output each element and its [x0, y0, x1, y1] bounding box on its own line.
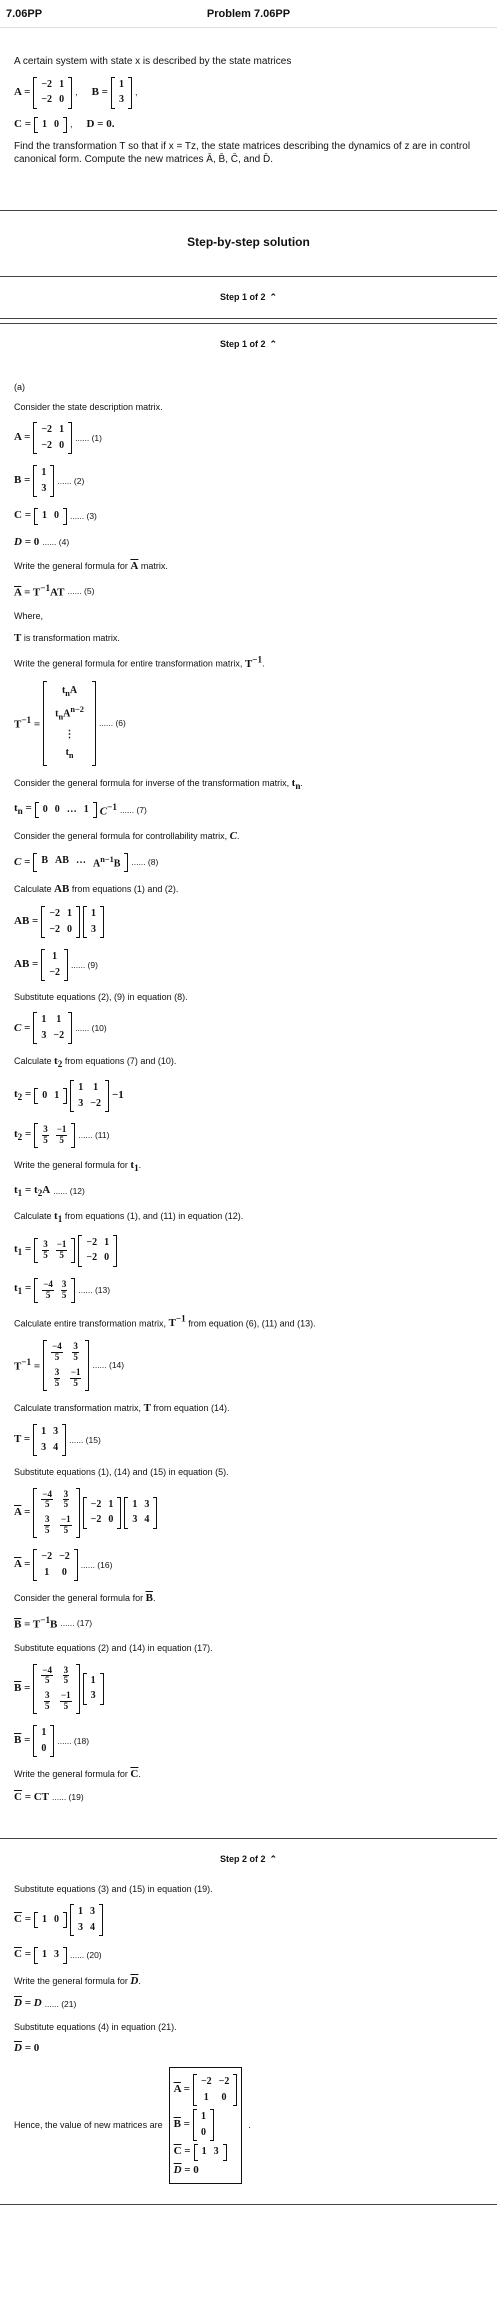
eq-1: A = −2 1 −2 0 ...... (1): [14, 422, 483, 454]
chevron-up-icon: ⌃: [269, 339, 278, 350]
eq-9: AB = 1 −2 ...... (9): [14, 949, 483, 981]
matrix: 1 0: [34, 117, 67, 134]
problem-intro: A certain system with state x is described by the state matrices: [14, 56, 292, 67]
problem-a: A = −2 1 −2 0 ,: [14, 77, 78, 109]
eq-5: $\overline{A} = T^{-1}AT$ ...... (5): [14, 583, 95, 599]
eq-abar-calc: $\overline{A}$ = $\frac{-4}{5}$ $\frac{3}{5}$ $\frac{3}{5}$ $\frac{-1}{5}$ −2 1 −2 0 1 3 3 4: [14, 1488, 483, 1539]
problem-c: C = 1 0 ,: [14, 117, 72, 134]
eq-16: $\overline{A}$ = −2 −2 1 0 ...... (16): [14, 1549, 483, 1581]
problem-matrices-row-1: [14, 77, 483, 109]
problem-matrices-row-2: [14, 117, 483, 134]
chevron-up-icon: ⌃: [269, 1853, 278, 1864]
eq-8: C = B AB … $A^{n-1}B$ ...... (8): [14, 853, 483, 873]
eq-6: $T^{-1}$ = $t_nA$ $t_nA^{n-2}$ ⋮ $t_n$ ...... (6): [14, 681, 483, 766]
eq-12: $t_1 = t_2A$ ...... (12): [14, 1183, 85, 1198]
eq-3: C = 1 0 ...... (3): [14, 508, 483, 525]
matrix: 1 3: [111, 77, 132, 109]
header: [0, 0, 497, 28]
problem-title: Problem 7.06PP: [206, 8, 291, 20]
step-2-content: Substitute equations (3) and (15) in equation (19). $\overline{C}$ = 1 0 1 3 3 4 $\overline{C}$ = 1 3 ...... (20) Write the general formula for $\overline{D}$. $\overline{D} = D$ ...... (21) Substitute equations (4) in equation (21). $\overline{D} = 0$ Hence, the value of new matrices are $\overline{A}$ = −2 −2 1 0 $\overline{B}$ = 1 0 $\overline{C}$ = 1 3 $\overline{D} = 0$ .: [0, 1880, 497, 2185]
final-answer: Hence, the value of new matrices are $\overline{A}$ = −2 −2 1 0 $\overline{B}$ = 1 0 $\overline{C}$ = 1 3 $\overline{D} = 0$ .: [14, 2067, 483, 2184]
eq-bbar-calc: $\overline{B}$ = $\frac{-4}{5}$ $\frac{3}{5}$ $\frac{3}{5}$ $\frac{-1}{5}$ 1 3: [14, 1664, 483, 1715]
eq-t2-calc: $t_2$ = 0 1 1 1 3 −2 −1: [14, 1080, 483, 1112]
eq-14: $T^{-1}$ = $\frac{-4}{5}$ $\frac{3}{5}$ $\frac{3}{5}$ $\frac{-1}{5}$ ...... (14): [14, 1340, 483, 1391]
eq-4: D = 0 ...... (4): [14, 535, 70, 548]
eq-2: B = 1 3 ...... (2): [14, 465, 483, 497]
eq-18: $\overline{B}$ = 1 0 ...... (18): [14, 1725, 483, 1757]
eq-13: $t_1$ = $\frac{-4}{5}$ $\frac{3}{5}$ ...... (13): [14, 1278, 483, 1303]
part-label: (a): [14, 381, 25, 392]
eq-dbar: $\overline{D} = 0$: [14, 2042, 40, 2055]
chevron-up-icon: ⌃: [269, 292, 278, 302]
solution-title: Step-by-step solution: [187, 235, 310, 249]
eq-21: $\overline{D} = D$ ...... (21): [14, 1997, 77, 2010]
step-1-content: (a) Consider the state description matrix. A = −2 1 −2 0 ...... (1) B = 1 3 ...... (2) C = 1 0 ...... (3) D = 0 ...... (4) Write the general formula for $\overline{A}$ matrix. $\overline{A} = T^{-1}AT$ ...... (5) Where, T is transformation matrix. Write the general formula for entire transformation matrix, $T^{-1}$. $T^{-1}$ = $t_nA$ $t_nA^{n-2}$ ⋮ $t_n$ ...... (6) Consider the general formula for inverse of the transformation matrix, $t_n$. $t_n$ = 0 0 … 1 $C^{-1}$ ...... (7) Consider the general formula for controllability matrix, C. C = B AB … $A^{n-1}B$ ...... (8) Calculate AB from equations (1) and (2). AB = −2 1 −2 0 1 3 AB = 1 −2 ...... (9) Substitute equations (2), (9) in equation (8). C = 1 1 3 −2 ...... (10) Calculate $t_2$ from equations (7) and (10). $t_2$ = 0 1 1 1 3 −2 −1 $t_2$ = $\frac{3}{5}$ $\frac{-1}{5}$ ...... (11) Write the general formula for $t_1$. $t_1 = t_2A$ ...... (12) Calculate $t_1$ from equations (1), and (11) in equation (12). $t_1$ = $\frac{3}{5}$ $\frac{-1}{5}$ −2 1 −2 0 $t_1$ = $\frac{-4}{5}$ $\frac{3}{5}$ ...... (13) Calculate entire transformation matrix, $T^{-1}$ from equation (6), (11) and (13). $T^{-1}$ = $\frac{-4}{5}$ $\frac{3}{5}$ $\frac{3}{5}$ $\frac{-1}{5}$ ...... (14) Calculate transformation matrix, T from equation (14). T = 1 3 3 4 ...... (15) Substitute equations (1), (14) and (15) in equation (5). $\overline{A}$ = $\frac{-4}{5}$ $\frac{3}{5}$ $\frac{3}{5}$ $\frac{-1}{5}$ −2 1 −2 0 1 3 3 4 $\overline{A}$ = −2 −2 1 0 ...... (16) Consider the general formula for $\overline{B}$. $\overline{B} = T^{-1}B$ ...... (17) Substitute equations (2) and (14) in equation (17). $\overline{B}$ = $\frac{-4}{5}$ $\frac{3}{5}$ $\frac{3}{5}$ $\frac{-1}{5}$ 1 3 $\overline{B}$ = 1 0 ...... (18) Write the general formula for $\overline{C}$. $\overline{C}$ = CT ...... (19): [0, 366, 497, 1805]
eq-11: $t_2$ = $\frac{3}{5}$ $\frac{-1}{5}$ ...... (11): [14, 1123, 483, 1148]
problem-code: 7.06PP: [6, 8, 43, 20]
problem-d: D = 0.: [86, 117, 115, 130]
eq-19: $\overline{C}$ = CT ...... (19): [14, 1790, 84, 1803]
problem-statement: [0, 28, 497, 166]
matrix: −2 1 −2 0: [33, 77, 72, 109]
step-1-toggle[interactable]: Step 1 of 2 ⌃: [219, 339, 278, 350]
step-1-collapsed-toggle[interactable]: Step 1 of 2 ⌃: [219, 292, 278, 302]
eq-10: C = 1 1 3 −2 ...... (10): [14, 1012, 483, 1044]
problem-body: Find the transformation T so that if x = Tz, the state matrices describing the dynamics of z are in control canonical form. Compute the new matrices Ā, B̄, C̄, and D̄.: [14, 141, 471, 165]
eq-7: $t_n$ = 0 0 … 1 $C^{-1}$ ...... (7): [14, 801, 147, 818]
problem-b: B = 1 3 ,: [92, 77, 138, 109]
eq-15: T = 1 3 3 4 ...... (15): [14, 1424, 483, 1456]
step-2-toggle[interactable]: Step 2 of 2 ⌃: [219, 1853, 278, 1864]
eq-t1-calc: $t_1$ = $\frac{3}{5}$ $\frac{-1}{5}$ −2 1 −2 0: [14, 1235, 483, 1267]
final-answer-box: $\overline{A}$ = −2 −2 1 0 $\overline{B}$ = 1 0 $\overline{C}$ = 1 3 $\overline{D} = 0$: [169, 2067, 243, 2184]
eq-ab-product: AB = −2 1 −2 0 1 3: [14, 906, 483, 938]
eq-20: $\overline{C}$ = 1 3 ...... (20): [14, 1947, 483, 1964]
eq-cbar-calc: $\overline{C}$ = 1 0 1 3 3 4: [14, 1904, 483, 1936]
eq-17: $\overline{B} = T^{-1}B$ ...... (17): [14, 1614, 93, 1631]
